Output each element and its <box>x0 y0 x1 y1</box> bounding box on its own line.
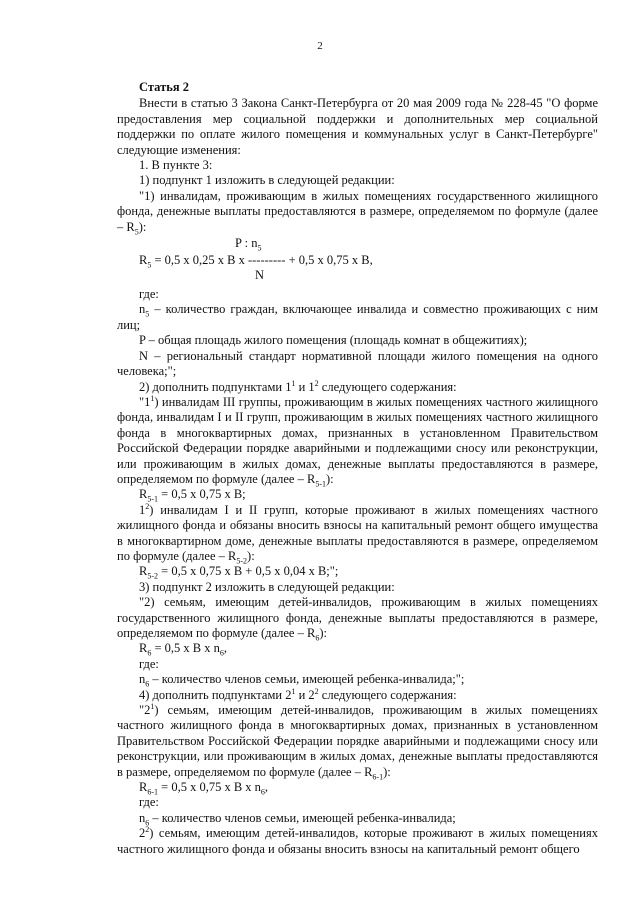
item-1: 1. В пункте 3: <box>139 158 213 173</box>
quote-subitem-1: "1) инвалидам, проживающим в жилых помещениях государственного жилищного фонда, денежные выплаты предоставляются в размере, определяемом по формуле (далее – $R_5$): <box>117 188 598 237</box>
subitem-3: 3) подпункт 2 изложить в следующей редакции: <box>139 579 395 594</box>
formula-denominator: N <box>255 268 265 283</box>
formula-r6-1: $R_{6-1} = 0,5$ x 0,75 x B x $n_6$, <box>139 780 269 797</box>
where-label-2: где: <box>139 656 159 671</box>
quote-subitem-2-1: "$2^1$) семьям, имеющим детей-инвалидов, проживающим в жилых помещениях частного жилищного фонда в многоквартирных домах, признанных в установленном Правительством Российской Федерации порядке аварийными и подлежащими сносу или реконструкции, или проживающим в жилых домах, денежные выплаты предоставляются в размере, определяемом по формуле (далее – $R_{6-1}$): <box>117 701 598 782</box>
definition-n6: $n_6$ – количество членов семьи, имеющей ребенка-инвалида;"; <box>139 672 465 689</box>
subitem-2: 2) дополнить подпунктами $1^1$ и $1^2$ следующего содержания: <box>139 378 457 394</box>
formula-r5: P : $n_5$ $R_5 = 0,5$ x 0,25 x B x --------- + 0,5 x 0,75 x B, N <box>139 236 373 283</box>
where-label-1: где: <box>139 287 159 302</box>
formula-r6: $R_6 = 0,5$ x B x $n_6$, <box>139 641 227 658</box>
definition-p: P – общая площадь жилого помещения (площадь комнат в общежитиях); <box>139 333 528 348</box>
article-title: Статья 2 <box>139 80 189 94</box>
quote-subitem-1-2: $1^2$) инвалидам I и II групп, которые проживают в жилых помещениях частного жилищного фонда и обязаны вносить взносы на капитальный ремонт общего имущества в многоквартирном доме, денежные выплаты предоставляются в размере, определяемом по формуле (далее – $R_{5-2}$): <box>117 501 598 566</box>
document-body <box>117 80 598 857</box>
quote-subitem-1-1: "$1^1$) инвалидам III группы, проживающим в жилых помещениях частного жилищного фонда, инвалидам I и II групп, проживающим в жилых помещениях частного жилищного фонда в многоквартирных домах, признанных в установленном Правительством Российской Федерации порядке аварийными и подлежащими сносу или реконструкции, или проживающим в жилых домах, денежные выплаты предоставляются в размере, определяемом по формуле (далее – $R_{5-1}$): <box>117 393 598 489</box>
subitem-1: 1) подпункт 1 изложить в следующей редакции: <box>139 173 395 188</box>
quote-subitem-2: "2) семьям, имеющим детей-инвалидов, проживающим в жилых помещениях государственного жилищного фонда, денежные выплаты предоставляются в размере, определяемом по формуле (далее – $R_6$): <box>117 595 598 643</box>
quote-subitem-2-2: $2^2$) семьям, имеющим детей-инвалидов, которые проживают в жилых помещениях частного жилищного фонда и обязаны вносить взносы на капитальный ремонт общего <box>117 825 598 856</box>
formula-r5-1: $R_{5-1} = 0,5$ x 0,75 x B; <box>139 487 246 504</box>
formula-r5-2: $R_{5-2} = 0,5$ x 0,75 x B + 0,5 x 0,04 x B;"; <box>139 564 339 581</box>
where-label-3: где: <box>139 795 159 810</box>
definition-n: N – региональный стандарт нормативной площади жилого помещения на одного человека;"; <box>117 348 598 379</box>
definition-n6-repeat: $n_6$ – количество членов семьи, имеющей ребенка-инвалида; <box>139 810 456 828</box>
subitem-4: 4) дополнить подпунктами $2^1$ и $2^2$ следующего содержания: <box>139 686 457 702</box>
formula-numerator: P : $n_5$ <box>235 236 262 253</box>
page-number: 2 <box>317 40 323 52</box>
definition-n5: $n_5$ – количество граждан, включающее инвалида и совместно проживающих с ним лиц; <box>117 302 598 332</box>
article-intro: Внести в статью 3 Закона Санкт-Петербурга от 20 мая 2009 года № 228-45 "О форме предоставления мер социальной поддержки и дополнительных мер социальной поддержки по оплате жилого помещения и коммунальных услуг в Санкт-Петербурге" следующие изменения: <box>117 96 598 157</box>
